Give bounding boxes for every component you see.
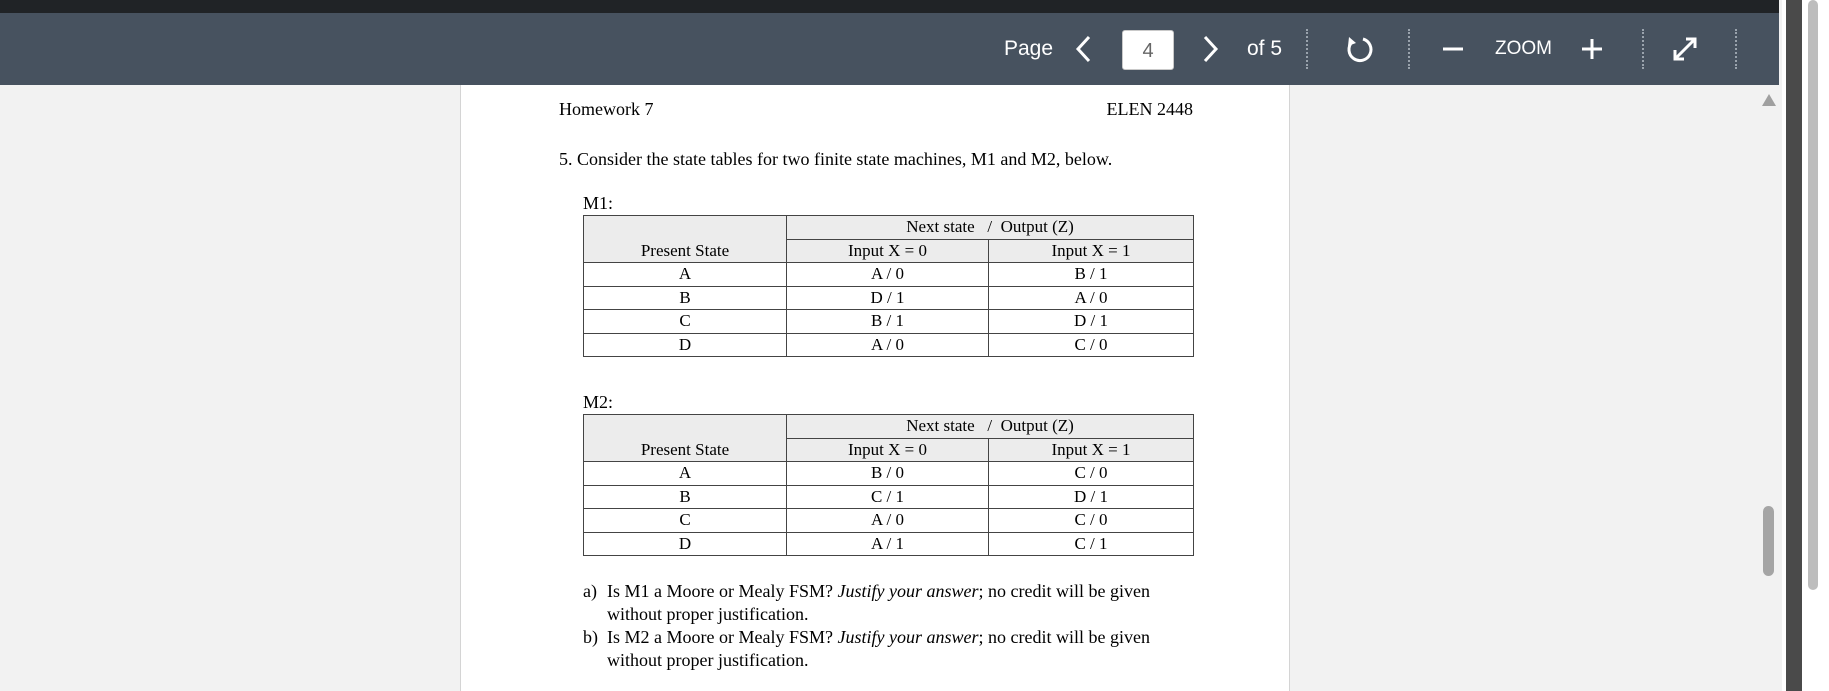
x1-cell: D / 1: [989, 485, 1194, 509]
m1-state-table: [583, 215, 1194, 357]
viewer-scrollbar-thumb[interactable]: [1763, 506, 1774, 576]
state-cell: C: [584, 509, 787, 533]
header-left: Homework 7: [559, 99, 654, 119]
present-state-header-cell: [584, 415, 787, 439]
x1-cell: C / 0: [989, 509, 1194, 533]
state-cell: B: [584, 485, 787, 509]
rotate-icon[interactable]: [1344, 13, 1374, 85]
x0-cell: A / 1: [787, 532, 989, 556]
toolbar-divider: [1408, 29, 1410, 69]
group-header: [787, 415, 1194, 439]
part-b-post: ; no credit will be given without proper justification.: [607, 627, 1150, 670]
table-row: [584, 333, 1194, 357]
table-row: [584, 532, 1194, 556]
part-a-label: a): [583, 581, 597, 601]
col-present-state: Present State: [584, 239, 787, 263]
window-top-strip: [0, 0, 1779, 13]
output-label: Output (Z): [1000, 217, 1074, 237]
x1-cell: D / 1: [989, 310, 1194, 334]
page-number-input[interactable]: 4: [1122, 30, 1174, 70]
fullscreen-icon[interactable]: [1671, 13, 1699, 85]
x1-cell: B / 1: [989, 263, 1194, 287]
table-row: [584, 485, 1194, 509]
col-input-x0: Input X = 0: [787, 239, 989, 263]
x1-cell: A / 0: [989, 286, 1194, 310]
col-present-state: Present State: [584, 438, 787, 462]
part-a-text: [607, 580, 1207, 626]
toolbar-divider: [1735, 29, 1737, 69]
output-label: Output (Z): [1000, 416, 1074, 436]
part-b-label: b): [583, 627, 598, 647]
m2-label: M2:: [583, 392, 614, 412]
col-input-x1: Input X = 1: [989, 438, 1194, 462]
table-row: [584, 462, 1194, 486]
state-cell: B: [584, 286, 787, 310]
x1-cell: C / 0: [989, 462, 1194, 486]
col-input-x0: Input X = 0: [787, 438, 989, 462]
group-header: [787, 216, 1194, 240]
scroll-up-arrow-icon[interactable]: [1762, 94, 1776, 106]
x0-cell: A / 0: [787, 509, 989, 533]
chevron-right-icon[interactable]: [1200, 13, 1220, 85]
part-a-post: ; no credit will be given without proper justification.: [607, 581, 1150, 624]
part-a-pre: Is M1 a Moore or Mealy FSM?: [607, 581, 838, 601]
next-state-label: Next state: [906, 217, 975, 237]
state-cell: A: [584, 462, 787, 486]
x1-cell: C / 1: [989, 532, 1194, 556]
page-label: Page: [1004, 37, 1054, 60]
next-state-label: Next state: [906, 416, 975, 436]
table-row: [584, 286, 1194, 310]
x0-cell: A / 0: [787, 333, 989, 357]
part-a-emphasis: Justify your answer: [837, 581, 979, 601]
m2-state-table: [583, 414, 1194, 556]
col-input-x1: Input X = 1: [989, 239, 1194, 263]
state-cell: D: [584, 333, 787, 357]
window-scrollbar-edge: [1786, 0, 1802, 691]
minus-icon[interactable]: [1441, 13, 1465, 85]
state-cell: A: [584, 263, 787, 287]
table-row: [584, 310, 1194, 334]
x0-cell: D / 1: [787, 286, 989, 310]
present-state-header-cell: [584, 216, 787, 240]
x0-cell: A / 0: [787, 263, 989, 287]
x0-cell: B / 1: [787, 310, 989, 334]
document-viewer: [0, 85, 1756, 691]
slash-label: /: [987, 416, 993, 436]
state-cell: C: [584, 310, 787, 334]
state-cell: D: [584, 532, 787, 556]
window-scrollbar-thumb[interactable]: [1808, 0, 1818, 590]
part-b-text: [607, 626, 1207, 672]
toolbar-divider: [1306, 29, 1308, 69]
slash-label: /: [987, 217, 993, 237]
zoom-label: ZOOM: [1495, 38, 1552, 59]
document-page: [460, 85, 1290, 691]
question-text: 5. Consider the state tables for two finite state machines, M1 and M2, below.: [559, 149, 1113, 169]
pdf-toolbar: [0, 13, 1779, 85]
table-row: [584, 263, 1194, 287]
header-right: ELEN 2448: [1106, 99, 1193, 119]
part-b-emphasis: Justify your answer: [837, 627, 979, 647]
table-row: [584, 509, 1194, 533]
x0-cell: C / 1: [787, 485, 989, 509]
chevron-left-icon[interactable]: [1074, 13, 1094, 85]
plus-icon[interactable]: [1580, 13, 1604, 85]
page-count: of 5: [1247, 37, 1283, 60]
x1-cell: C / 0: [989, 333, 1194, 357]
toolbar-divider: [1642, 29, 1644, 69]
part-b-pre: Is M2 a Moore or Mealy FSM?: [607, 627, 838, 647]
x0-cell: B / 0: [787, 462, 989, 486]
m1-label: M1:: [583, 193, 614, 213]
